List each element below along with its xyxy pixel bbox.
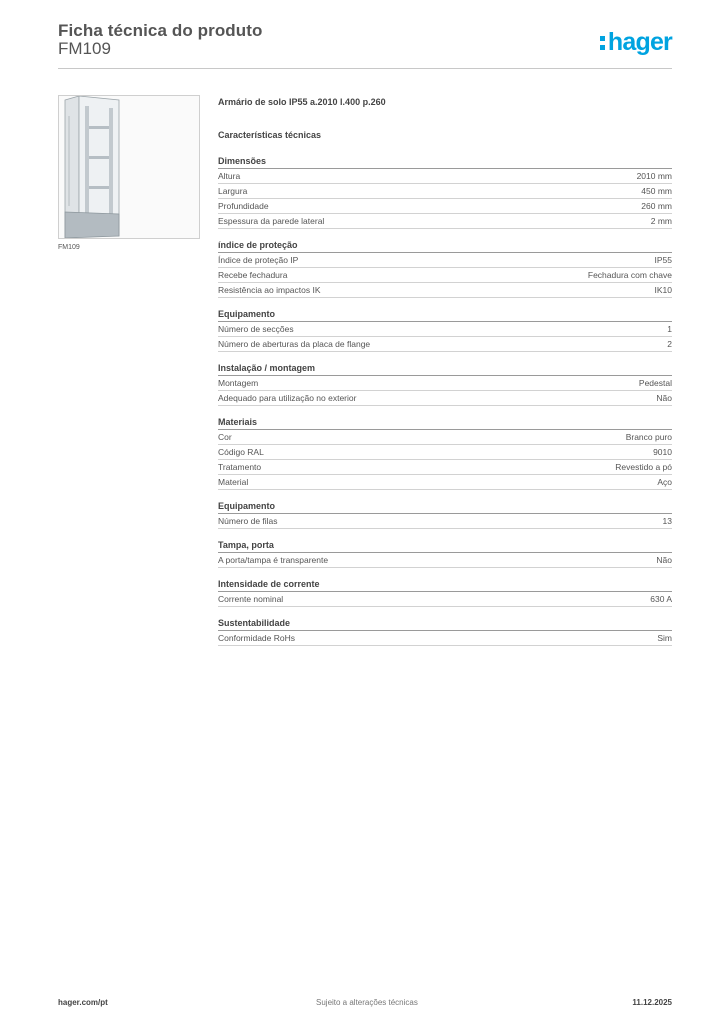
spec-section bbox=[218, 239, 672, 298]
spec-value: Fechadura com chave bbox=[587, 270, 672, 280]
product-name: Armário de solo IP55 a.2010 l.400 p.260 bbox=[218, 97, 386, 107]
product-code: FM109 bbox=[58, 39, 111, 58]
section-title: Tampa, porta bbox=[218, 539, 672, 553]
spec-value: IP55 bbox=[654, 255, 672, 265]
spec-section bbox=[218, 539, 672, 568]
spec-row bbox=[218, 169, 672, 184]
footer-date: 11.12.2025 bbox=[632, 998, 672, 1007]
footer-note: Sujeito a alterações técnicas bbox=[316, 998, 418, 1007]
spec-row bbox=[218, 391, 672, 406]
spec-label: Largura bbox=[218, 186, 248, 196]
spec-label: Cor bbox=[218, 432, 232, 442]
spec-value: 260 mm bbox=[641, 201, 672, 211]
spec-row bbox=[218, 553, 672, 568]
spec-section bbox=[218, 500, 672, 529]
spec-value: 630 A bbox=[650, 594, 672, 604]
spec-row bbox=[218, 475, 672, 490]
spec-label: Altura bbox=[218, 171, 241, 181]
spec-row bbox=[218, 322, 672, 337]
spec-value: 2 bbox=[667, 339, 672, 349]
hager-logo bbox=[600, 28, 672, 57]
spec-label: Resistência ao impactos IK bbox=[218, 285, 321, 295]
spec-section bbox=[218, 578, 672, 607]
logo-text: hager bbox=[607, 28, 672, 56]
spec-label: Espessura da parede lateral bbox=[218, 216, 325, 226]
section-title: Equipamento bbox=[218, 500, 672, 514]
spec-row bbox=[218, 268, 672, 283]
spec-value: Branco puro bbox=[625, 432, 672, 442]
spec-label: A porta/tampa é transparente bbox=[218, 555, 329, 565]
section-title: Intensidade de corrente bbox=[218, 578, 672, 592]
spec-label: Tratamento bbox=[218, 462, 262, 472]
spec-label: Conformidade RoHs bbox=[218, 633, 296, 643]
spec-section bbox=[218, 617, 672, 646]
spec-section bbox=[218, 416, 672, 490]
page-title: Ficha técnica do produto bbox=[58, 21, 263, 40]
spec-row bbox=[218, 184, 672, 199]
spec-row bbox=[218, 631, 672, 646]
spec-row bbox=[218, 430, 672, 445]
spec-label: Adequado para utilização no exterior bbox=[218, 393, 357, 403]
product-image bbox=[58, 95, 200, 239]
tech-characteristics-title: Características técnicas bbox=[218, 130, 322, 140]
spec-value: Sim bbox=[657, 633, 672, 643]
spec-row bbox=[218, 460, 672, 475]
footer-website[interactable]: hager.com/pt bbox=[58, 998, 108, 1007]
spec-label: Número de aberturas da placa de flange bbox=[218, 339, 371, 349]
spec-row bbox=[218, 592, 672, 607]
header-divider bbox=[58, 68, 672, 69]
section-title: Sustentabilidade bbox=[218, 617, 672, 631]
section-title: Instalação / montagem bbox=[218, 362, 672, 376]
spec-row bbox=[218, 253, 672, 268]
spec-sheet bbox=[218, 95, 672, 646]
spec-row bbox=[218, 376, 672, 391]
spec-label: Recebe fechadura bbox=[218, 270, 288, 280]
spec-sections bbox=[218, 155, 672, 646]
spec-label: Número de filas bbox=[218, 516, 278, 526]
spec-value: 450 mm bbox=[641, 186, 672, 196]
spec-label: Montagem bbox=[218, 378, 259, 388]
spec-label: Profundidade bbox=[218, 201, 269, 211]
spec-label: Material bbox=[218, 477, 249, 487]
spec-row bbox=[218, 199, 672, 214]
spec-section bbox=[218, 308, 672, 352]
spec-value: IK10 bbox=[654, 285, 672, 295]
cabinet-illustration bbox=[59, 96, 199, 238]
spec-row bbox=[218, 514, 672, 529]
spec-value: 2 mm bbox=[650, 216, 672, 226]
section-title: Materiais bbox=[218, 416, 672, 430]
spec-value: 9010 bbox=[653, 447, 672, 457]
spec-label: Índice de proteção IP bbox=[218, 255, 299, 265]
spec-value: 13 bbox=[662, 516, 672, 526]
spec-label: Código RAL bbox=[218, 447, 264, 457]
spec-value: Não bbox=[656, 393, 672, 403]
spec-section bbox=[218, 362, 672, 406]
spec-value: 2010 mm bbox=[636, 171, 672, 181]
spec-label: Número de secções bbox=[218, 324, 294, 334]
spec-row bbox=[218, 283, 672, 298]
spec-row bbox=[218, 337, 672, 352]
image-caption: FM109 bbox=[58, 244, 80, 251]
spec-value: Não bbox=[656, 555, 672, 565]
section-title: Dimensões bbox=[218, 155, 672, 169]
spec-label: Corrente nominal bbox=[218, 594, 284, 604]
spec-value: 1 bbox=[667, 324, 672, 334]
logo-dots-icon bbox=[600, 34, 606, 51]
spec-section bbox=[218, 155, 672, 229]
section-title: índice de proteção bbox=[218, 239, 672, 253]
spec-value: Aço bbox=[657, 477, 672, 487]
spec-value: Revestido a pó bbox=[615, 462, 672, 472]
spec-value: Pedestal bbox=[638, 378, 672, 388]
spec-row bbox=[218, 445, 672, 460]
spec-row bbox=[218, 214, 672, 229]
section-title: Equipamento bbox=[218, 308, 672, 322]
